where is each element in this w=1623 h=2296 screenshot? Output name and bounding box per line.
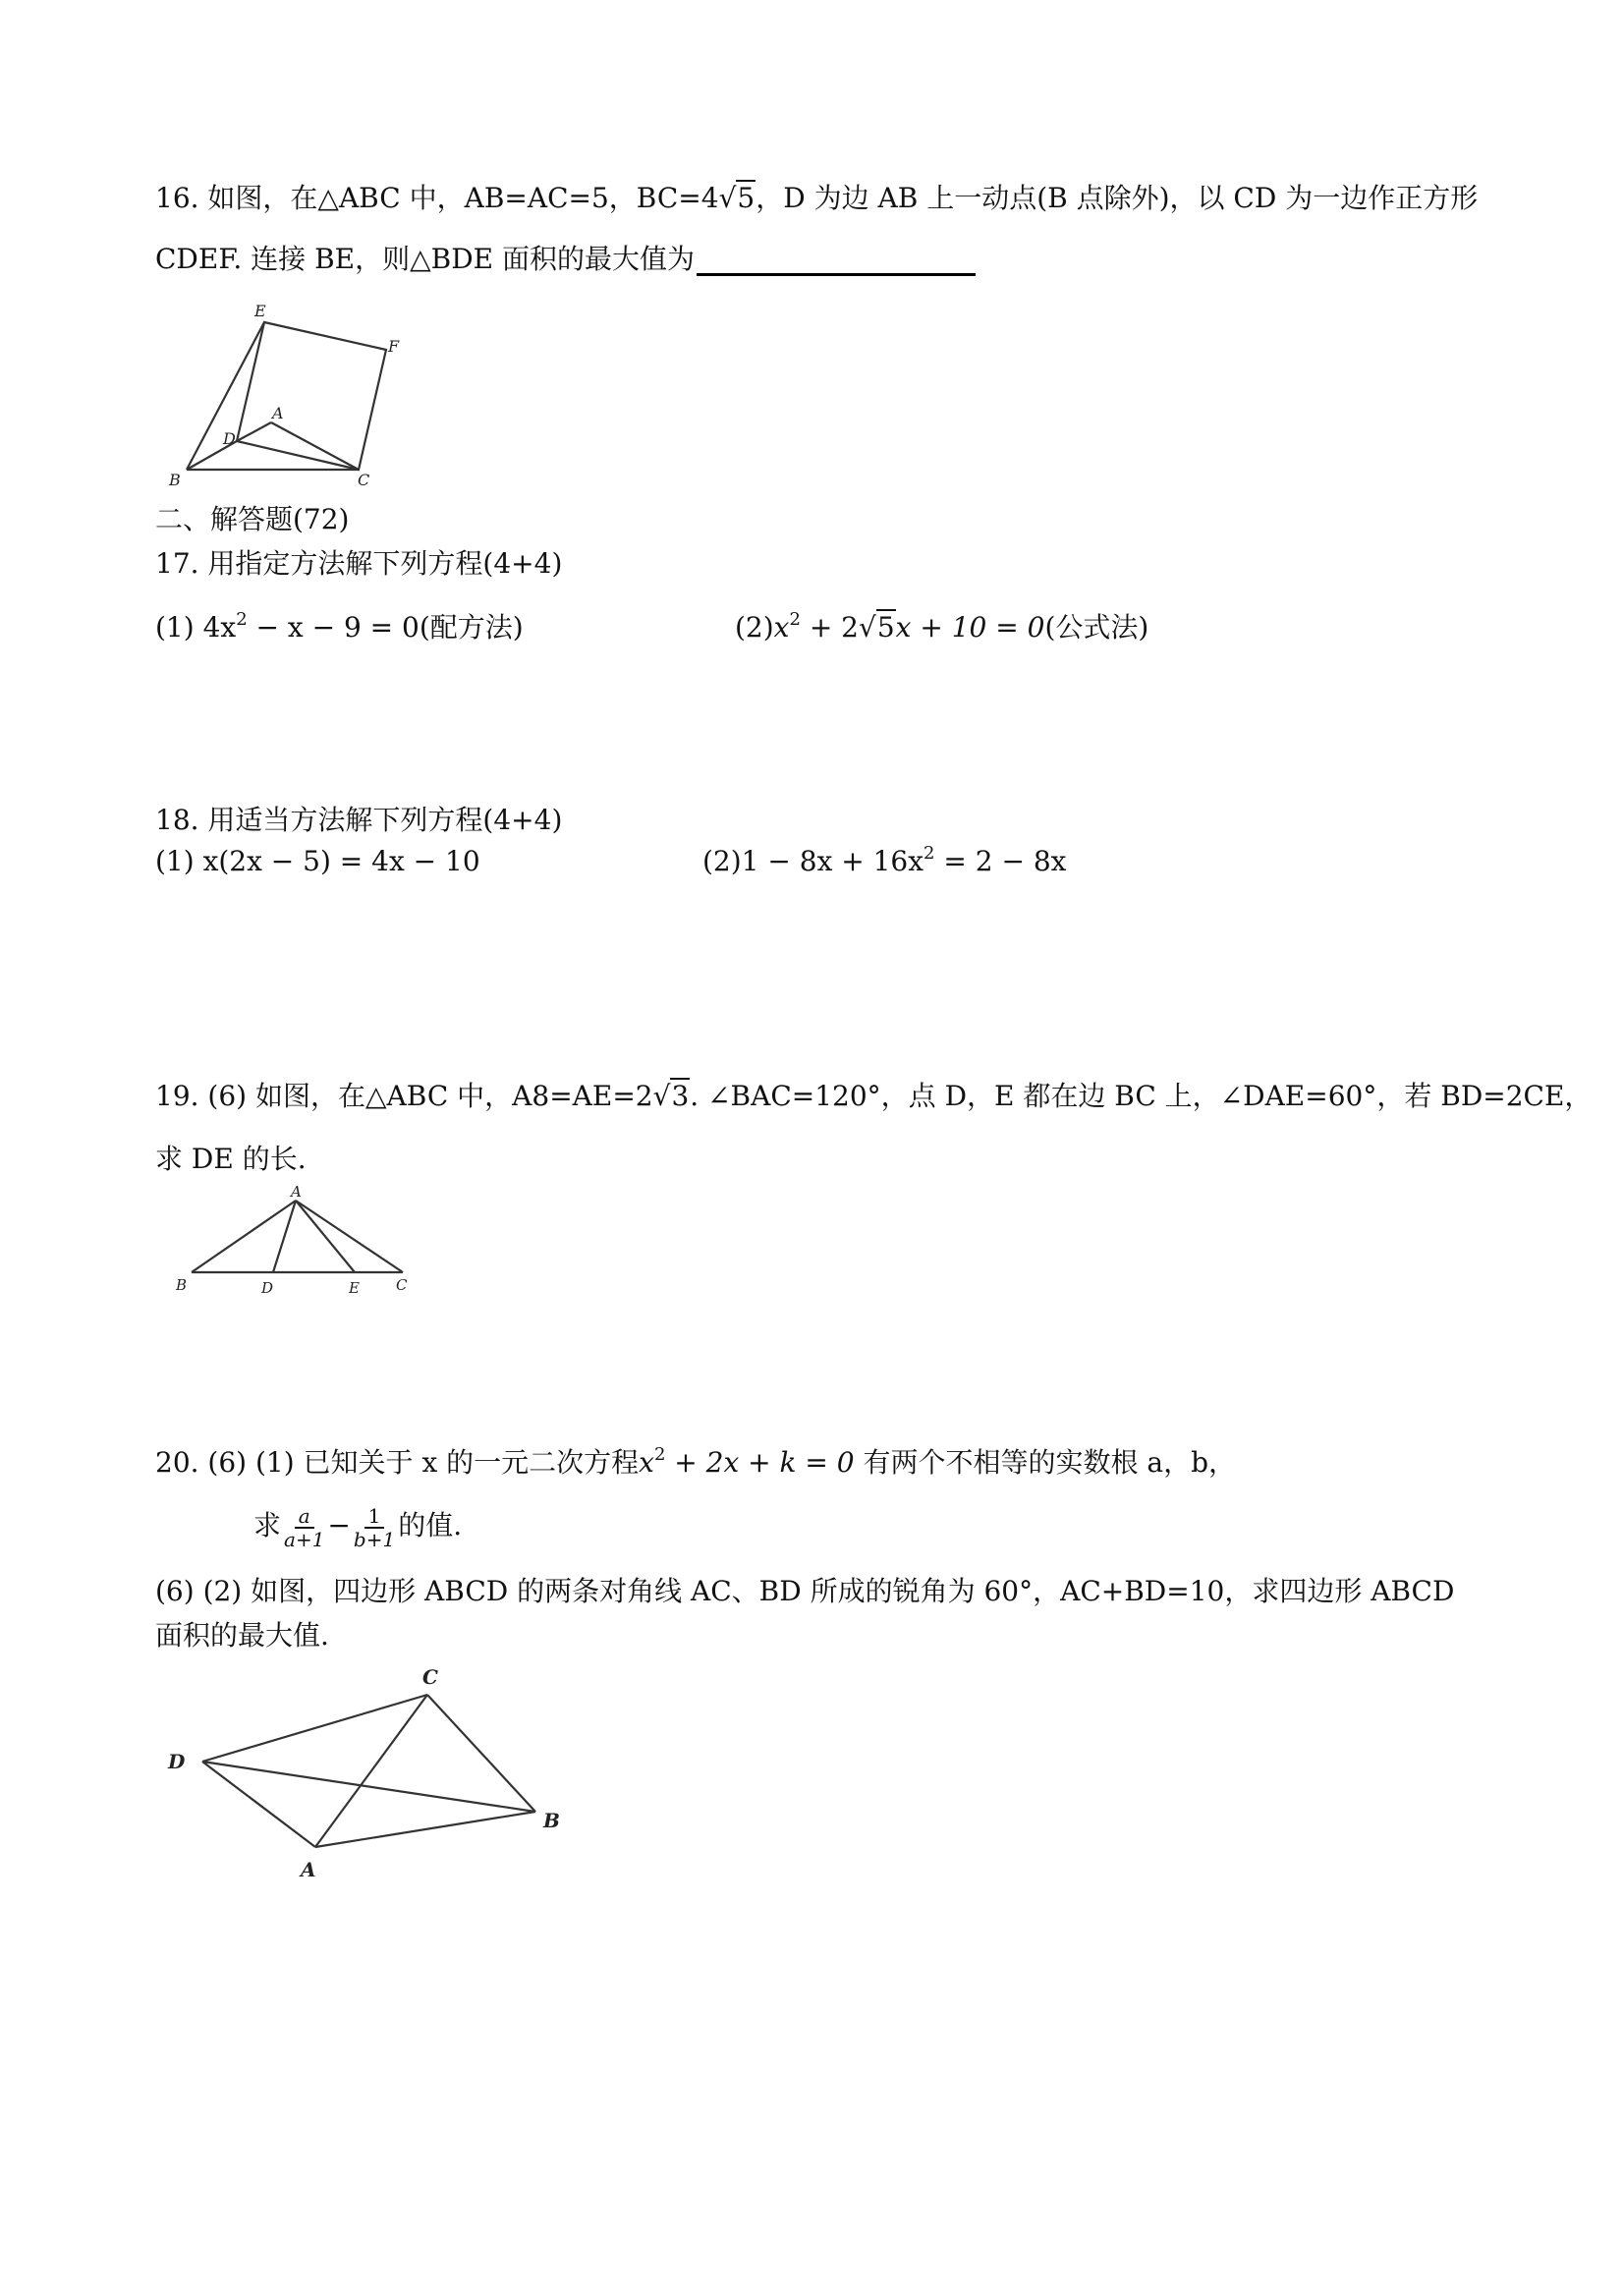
label-c: C: [358, 471, 370, 489]
eq-term: − x − 9 = 0: [247, 611, 420, 644]
q16-line1: [155, 182, 1478, 215]
q20-text-suffix: 有两个不相等的实数根 a，b，: [854, 1446, 1236, 1479]
segment-ae: [296, 1201, 355, 1272]
label-c: C: [422, 1665, 438, 1689]
q19-text-prefix: 19. (6) 如图，在△ABC 中，A8=AE=2: [155, 1080, 653, 1112]
eq-term: 1 − 8x + 16x: [741, 845, 924, 877]
q19-figure: [157, 1184, 432, 1307]
eq-term: x: [639, 1446, 654, 1479]
eq-exponent: 2: [653, 1444, 666, 1465]
label-d: D: [223, 429, 236, 448]
label-a: A: [291, 1184, 302, 1201]
q16-line2: [155, 243, 976, 276]
answer-blank[interactable]: [697, 246, 976, 276]
q17-p1-equation: [203, 611, 420, 644]
segment-ad: [273, 1201, 296, 1272]
sqrt-symbol: √5: [859, 611, 895, 644]
q20-line2-suffix: 的值.: [398, 1509, 463, 1541]
q19-radicand: 3: [671, 1080, 690, 1112]
segment-ac: [271, 422, 359, 470]
eq-term: x + 10 = 0: [895, 611, 1045, 644]
eq-term: 4x: [202, 611, 237, 644]
q20-line2: [253, 1498, 462, 1553]
label-b: B: [543, 1809, 560, 1832]
eq-term: + 2: [800, 611, 859, 644]
q20-equation: [639, 1446, 854, 1479]
segment-cb: [427, 1695, 535, 1812]
radicand: 5: [876, 611, 895, 644]
q16-text-line2: CDEF. 连接 BE，则△BDE 面积的最大值为: [155, 243, 695, 275]
label-b: B: [169, 471, 181, 489]
q17-p1-num: (1): [155, 611, 195, 644]
q18-p1-equation: x(2x − 5) = 4x − 10: [202, 845, 480, 877]
sqrt-symbol: √3: [652, 1080, 690, 1112]
label-a: A: [301, 1858, 316, 1881]
frac-denominator: b+1: [353, 1527, 396, 1551]
eq-exponent: 2: [236, 609, 248, 630]
segment-ac: [296, 1201, 403, 1272]
q17-part1: [155, 611, 524, 644]
q17-title: 17. 用指定方法解下列方程(4+4): [155, 547, 563, 580]
q17-part2: [735, 611, 1148, 644]
eq-exponent: 2: [789, 609, 801, 630]
q19-line2: 求 DE 的长.: [155, 1143, 307, 1175]
q18-p2-equation: [742, 845, 1067, 877]
segment-ab: [192, 1201, 296, 1272]
segment-ba: [315, 1812, 535, 1847]
label-d: D: [168, 1750, 186, 1773]
q18-p1-num: (1): [155, 845, 195, 877]
q17-p2-num: (2): [735, 611, 774, 644]
segment-dc: [202, 1695, 427, 1762]
q19-text-suffix: . ∠BAC=120°，点 D，E 都在边 BC 上，∠DAE=60°，若 BD=2CE，: [690, 1080, 1593, 1112]
eq-term: = 2 − 8x: [934, 845, 1067, 877]
q20-qiu: 求: [253, 1509, 282, 1541]
minus-sign: −: [327, 1509, 351, 1541]
q17-p2-method: (公式法): [1044, 611, 1149, 644]
q18-part1: [155, 845, 480, 878]
label-f: F: [388, 337, 400, 356]
eq-exponent: 2: [923, 843, 935, 864]
eq-term: x: [773, 611, 790, 644]
label-c: C: [396, 1276, 408, 1294]
frac-numerator: a: [295, 1505, 314, 1529]
diagonal-ac: [315, 1695, 427, 1847]
label-a: A: [272, 404, 284, 422]
square-cdef: [237, 322, 386, 470]
label-e: E: [254, 302, 266, 320]
diagonal-db: [202, 1762, 535, 1812]
q17-p2-equation: [774, 611, 1045, 644]
q19-line1: [155, 1080, 1592, 1113]
frac-numerator: 1: [364, 1505, 385, 1529]
sqrt-symbol: √5: [718, 182, 756, 214]
label-d: D: [261, 1279, 274, 1297]
q20-part2-line2: 面积的最大值.: [155, 1619, 329, 1652]
q18-p2-num: (2): [702, 845, 742, 877]
q20-text-prefix: 20. (6) (1) 已知关于 x 的一元二次方程: [155, 1446, 640, 1479]
q18-title: 18. 用适当方法解下列方程(4+4): [155, 804, 563, 836]
label-e: E: [349, 1279, 360, 1297]
fraction-1-over-b-plus-1: [354, 1505, 395, 1550]
q16-radicand: 5: [737, 182, 756, 214]
label-b: B: [176, 1276, 188, 1294]
frac-denominator: a+1: [284, 1527, 325, 1551]
q20-figure: [147, 1660, 580, 1906]
q16-text-prefix: 16. 如图，在△ABC 中，AB=AC=5，BC=4: [155, 182, 719, 214]
q17-p1-method: (配方法): [419, 611, 524, 644]
segment-da: [237, 422, 271, 441]
q16-text-suffix: ，D 为边 AB 上一动点(B 点除外)，以 CD 为一边作正方形: [756, 182, 1479, 214]
q18-part2: [702, 845, 1066, 878]
section-title: 二、解答题(72): [155, 503, 350, 535]
q20-line1: [155, 1446, 1236, 1480]
fraction-a-over-a-plus-1: [284, 1505, 324, 1550]
q16-figure: [147, 290, 422, 496]
eq-term: + 2x + k = 0: [665, 1446, 855, 1479]
q20-part2-line1: (6) (2) 如图，四边形 ABCD 的两条对角线 AC、BD 所成的锐角为 60°，AC+BD=10，求四边形 ABCD: [155, 1575, 1455, 1607]
segment-ad: [202, 1762, 315, 1847]
